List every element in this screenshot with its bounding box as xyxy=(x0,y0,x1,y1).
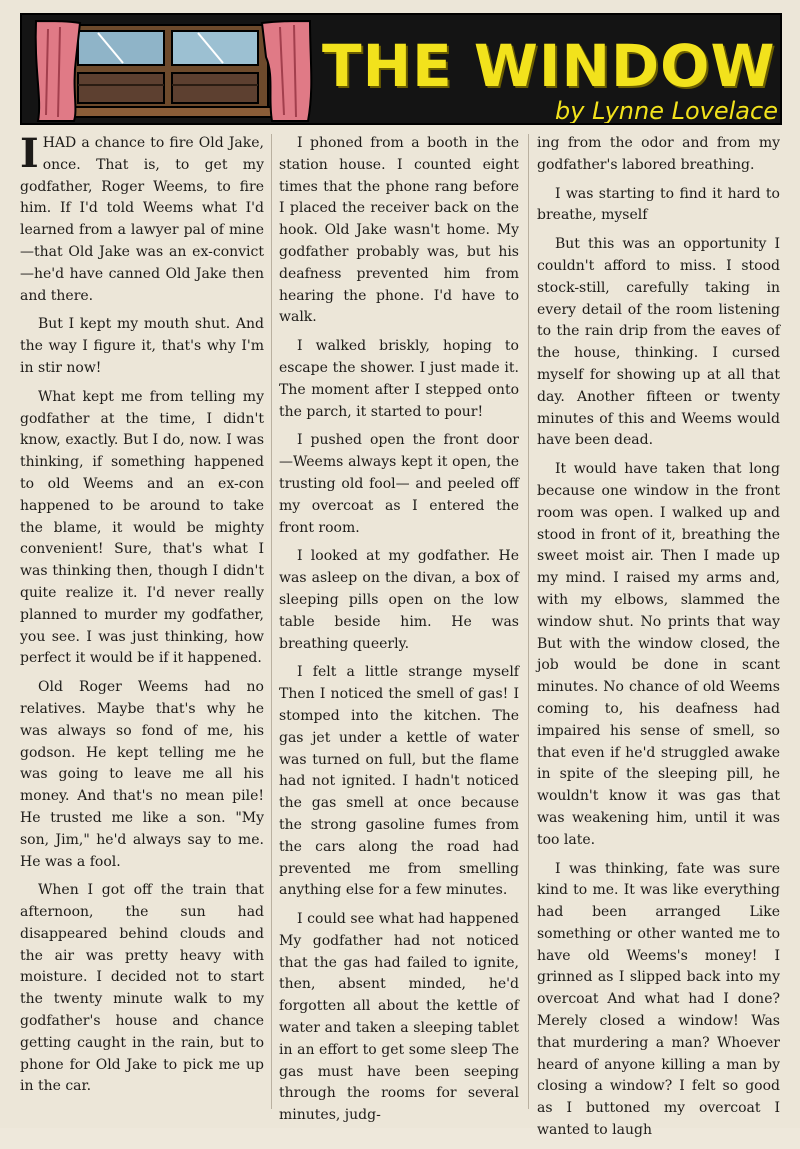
paragraph: IHAD a chance to fire Old Jake, once. That is, to get my godfather, Roger Weems, to fire him. If I'd told Weems what I'd learned from a lawyer pal of mine—that Old Jake was an ex-convict—he'd have canned Old Jake then and there. xyxy=(20,130,264,304)
story-column-3 xyxy=(537,133,780,1149)
column-divider xyxy=(271,134,272,1109)
paragraph: Old Roger Weems had no relatives. Maybe that's why he was always so fond of me, his godson. He kept telling me he was going to leave me all his money. And that's no mean pile! He trusted me like a son. "My son, Jim," he'd always say to me. He was a fool. xyxy=(20,679,264,870)
author-byline: by Lynne Lovelace xyxy=(555,97,778,125)
paragraph: I walked briskly, hoping to escape the shower. I just made it. The moment after I stepped onto the parch, it started to pour! xyxy=(279,338,519,420)
paragraph: I was thinking, fate was sure kind to me. It was like everything had been arranged Like something or other wanted me to have old Weems's money! I grinned as I slipped back into my overcoat And what had I done? Merely closed a window! Was that murdering a man? Whoever heard of anyone killing a man by closing a window? I felt so good as I buttoned my overcoat I wanted to laugh xyxy=(537,860,780,1139)
paragraph: I looked at my godfather. He was asleep on the divan, a box of sleeping pills open on the low table beside him. He was breathing queerly. xyxy=(279,548,519,652)
paragraph: ing from the odor and from my godfather's labored breathing. xyxy=(537,135,780,173)
drop-cap: I xyxy=(20,130,39,177)
title-banner xyxy=(20,13,782,125)
paragraph: But I kept my mouth shut. And the way I figure it, that's why I'm in stir now! xyxy=(20,316,264,376)
paragraph: I could see what had happened My godfather had not noticed that the gas had failed to ignite, then, absent minded, he'd forgotten all about the kettle of water and taken a sleeping tablet in an effort to get some sleep The gas must have been seeping through the rooms for several minutes, judg- xyxy=(279,911,519,1124)
paragraph: I phoned from a booth in the station house. I counted eight times that the phone rang before I placed the receiver back on the hook. Old Jake wasn't home. My godfather probably was, but his deafness prevented him from hearing the phone. I'd have to walk. xyxy=(279,135,519,326)
paragraph: I felt a little strange myself Then I noticed the smell of gas! I stomped into the kitchen. The gas jet under a kettle of water was turned on full, but the flame had not ignited. I hadn't noticed the gas smell at once because the strong gasoline fumes from the cars along the road had prevented me from smelling anything else for a few minutes. xyxy=(279,664,519,899)
paragraph: But this was an opportunity I couldn't afford to miss. I stood stock-still, carefully taking in every detail of the room listening to the rain drip from the eaves of the house, thinking. I cursed myself for showing up at all that day. Another fifteen or twenty minutes of this and Weems would have been dead. xyxy=(537,236,780,449)
paragraph: It would have taken that long because one window in the front room was open. I walked up and stood in front of it, breathing the sweet moist air. Then I made up my mind. I raised my arms and, with my elbows, slammed the window shut. No prints that way But with the window closed, the job would be done in scant minutes. No chance of old Weems coming to, his deafness had impaired his sense of smell, so that even if he'd struggled awake in spite of the sleeping pill, he wouldn't know it was gas that was weakening him, until it was too late. xyxy=(537,461,780,848)
story-column-1 xyxy=(20,130,264,1105)
paragraph: I was starting to find it hard to breathe, myself xyxy=(537,185,780,224)
column-divider xyxy=(528,134,529,1109)
story-title: THE WINDOW xyxy=(322,32,776,100)
window-illustration-icon xyxy=(28,19,318,123)
paragraph: When I got off the train that afternoon, the sun had disappeared behind clouds and the air was pretty heavy with moisture. I decided not to start the twenty minute walk to my godfather's house and chance getting caught in the rain, but to phone for Old Jake to pick me up in the car. xyxy=(20,882,264,1095)
paragraph: I pushed open the front door —Weems always kept it open, the trusting old fool— and peeled off my overcoat as I entered the front room. xyxy=(279,432,519,536)
story-column-2 xyxy=(279,133,519,1134)
paragraph: What kept me from telling my godfather at the time, I didn't know, exactly. But I do, now. I was thinking, if something happened to old Weems and an ex-con happened to be around to take the blame, it would be mighty convenient! Sure, that's what I was thinking then, though I didn't quite realize it. I'd never really planned to murder my godfather, you see. I was just thinking, how perfect it would be if it happened. xyxy=(20,388,264,667)
